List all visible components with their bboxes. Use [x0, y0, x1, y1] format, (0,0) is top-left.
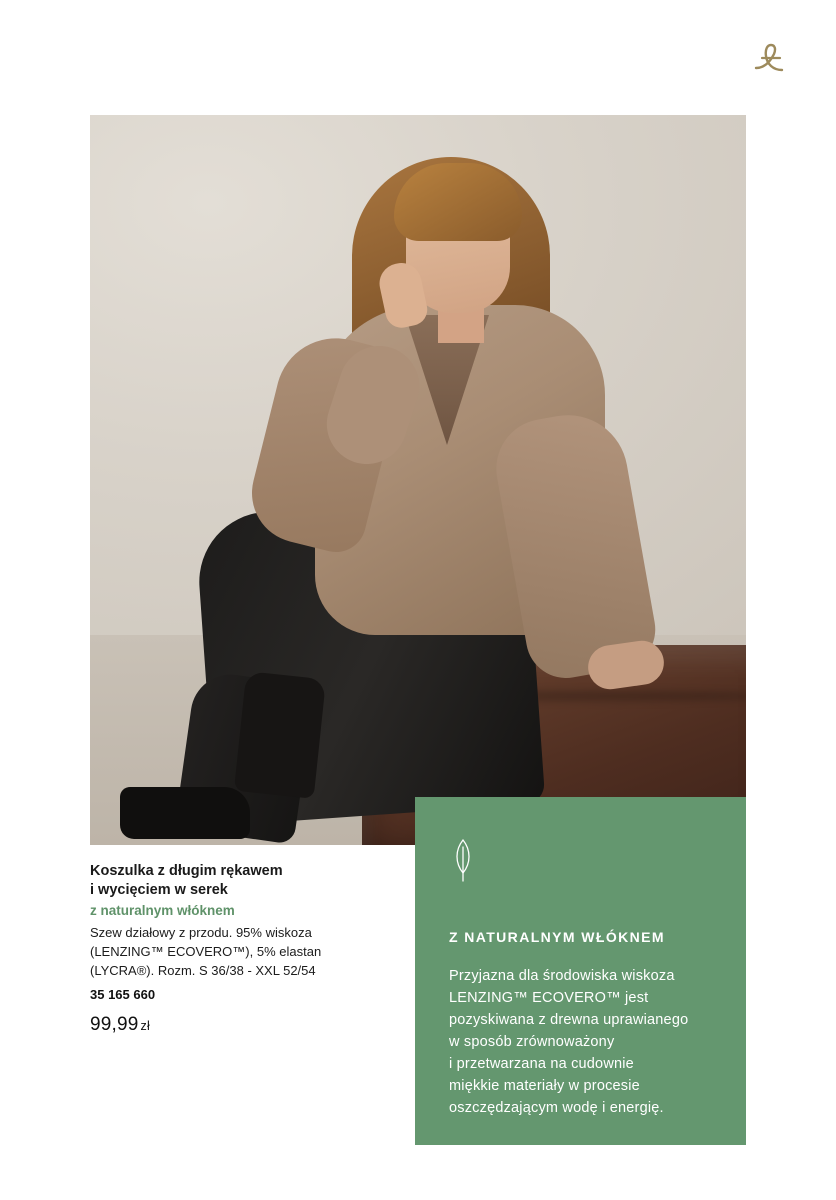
product-price-currency: zł [140, 1019, 150, 1033]
product-hero-image [90, 115, 746, 845]
eco-body-line2: LENZING™ ECOVERO™ jest [449, 990, 649, 1007]
eco-body-line5: i przetwarzana na cudownie [449, 1056, 634, 1073]
eco-body-line1: Przyjazna dla środowiska wiskoza [449, 968, 675, 984]
product-description-line3: (LYCRA®). Rozm. S 36/38 - XXL 52/54 [90, 963, 316, 979]
eco-body-line3: pozyskiwana z drewna uprawianego [449, 1012, 689, 1029]
model-boot-back [234, 671, 326, 799]
product-description-line2: (LENZING™ ECOVERO™), 5% elastan [90, 944, 322, 960]
brand-logo [748, 38, 792, 82]
eco-body-line7: oszczędzającym wodę i energię. [449, 1100, 664, 1117]
product-eco-label: z naturalnym włóknem [90, 903, 235, 919]
eco-panel-heading: Z NATURALNYM WŁÓKNEM [449, 929, 665, 945]
eco-info-panel [415, 797, 746, 1145]
eco-body-line4: w sposób zrównoważony [449, 1034, 615, 1051]
model-boot-front [120, 787, 250, 839]
product-title-line2: i wycięciem w serek [90, 882, 228, 899]
model-hair-front [394, 163, 522, 241]
product-title [90, 862, 390, 900]
product-title-line1: Koszulka z długim rękawem [90, 863, 283, 879]
product-description-line1: Szew działowy z przodu. 95% wiskoza [90, 925, 312, 941]
eco-body-line6: miękkie materiały w procesie [449, 1078, 640, 1095]
product-price [90, 1014, 390, 1036]
product-code: 35 165 660 [90, 987, 156, 1002]
eco-panel-body [449, 965, 712, 1119]
product-description [90, 924, 390, 981]
leaf-icon [449, 837, 477, 883]
product-info [90, 862, 390, 1036]
product-price-value: 99,99 [90, 1014, 139, 1035]
